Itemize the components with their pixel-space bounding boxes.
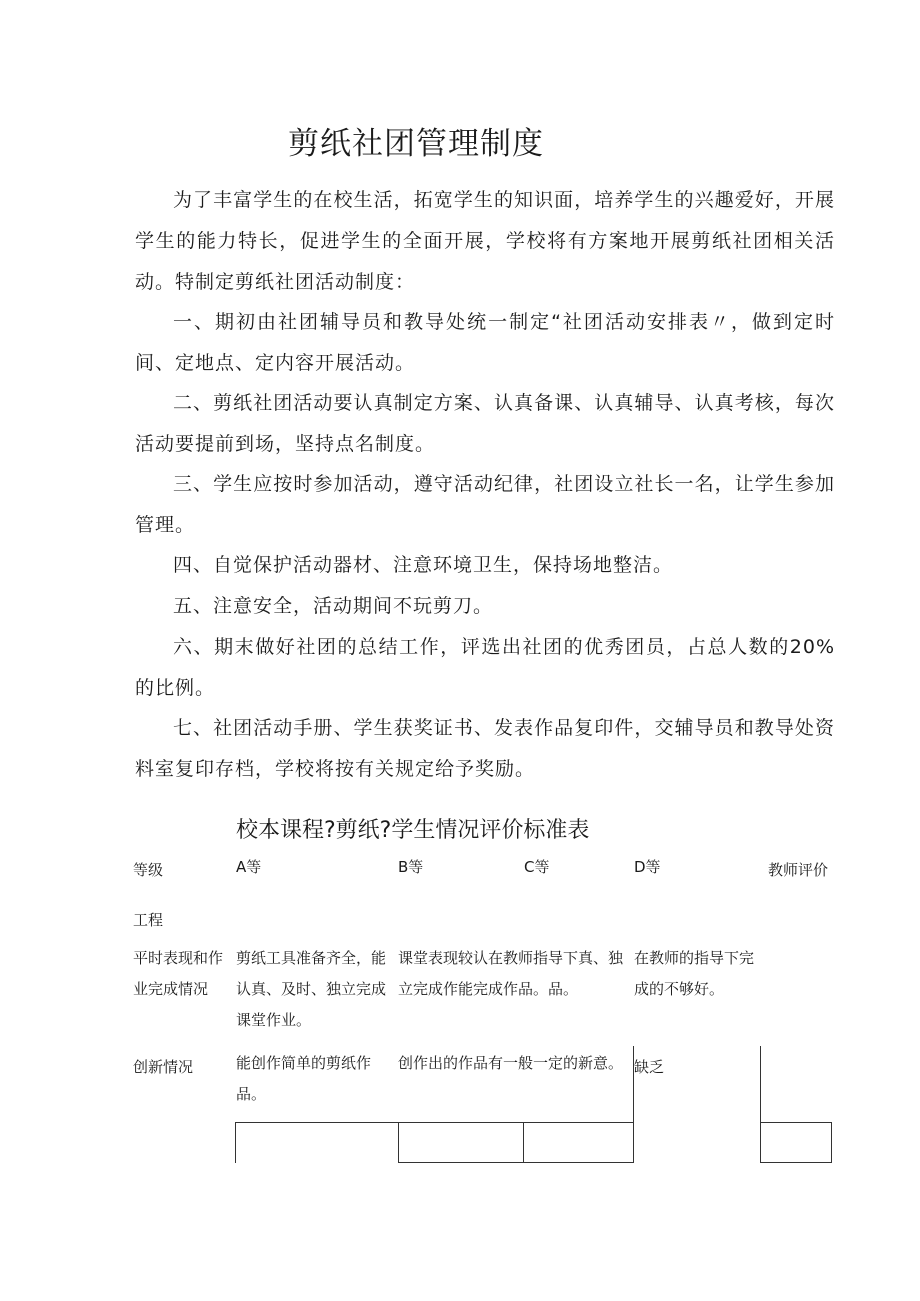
row2-grade-d: 缺乏 (634, 1058, 665, 1076)
header-grade-c: C等 (524, 858, 550, 876)
table-border (398, 1162, 633, 1163)
row1-item: 平时表现和作业完成情况 (133, 949, 224, 998)
rule-7: 七、社团活动手册、学生获奖证书、发表作品复印件，交辅导员和教导处资料室复印存档，学校将按有关规定给予奖励。 (135, 717, 835, 780)
rule-1: 一、期初由社团辅导员和教导处统一制定“社团活动安排表〃，做到定时间、定地点、定内容开展活动。 (135, 311, 835, 374)
table-border (760, 1122, 832, 1123)
row2-grade-b: 创作出的作品有一般一定的新意。 (398, 1054, 624, 1072)
table-border (235, 1122, 633, 1123)
table-border (235, 1122, 236, 1163)
header-grade-d: D等 (634, 858, 661, 876)
header-level: 等级 (133, 861, 164, 879)
table-border (831, 1122, 832, 1163)
rule-2: 二、剪纸社团活动要认真制定方案、认真备课、认真辅导、认真考核，每次活动要提前到场，坚持点名制度。 (135, 392, 835, 455)
header-grade-b: B等 (398, 858, 424, 876)
rule-4: 四、自觉保护活动器材、注意环境卫生，保持场地整洁。 (173, 554, 674, 576)
table-border (398, 1122, 399, 1163)
rule-6: 六、期末做好社团的总结工作，评选出社团的优秀团员，占总人数的20%的比例。 (135, 636, 835, 699)
table-border (760, 1046, 761, 1163)
table-border (523, 1122, 524, 1163)
header-teacher-evaluation: 教师评价 (768, 861, 829, 879)
table-border (633, 1046, 634, 1163)
row1-grade-b: 课堂表现较认在教师指导下真、独立完成作能完成作品。品。 (398, 949, 624, 998)
document-title: 剪纸社团管理制度 (288, 126, 544, 162)
intro-paragraph: 为了丰富学生的在校生活，拓宽学生的知识面，培养学生的兴趣爱好，开展学生的能力特长，促进学生的全面开展，学校将有方案地开展剪纸社团相关活动。特制定剪纸社团活动制度： (135, 189, 835, 293)
table-title: 校本课程?剪纸?学生情况评价标准表 (236, 818, 590, 843)
row2-item: 创新情况 (133, 1058, 194, 1076)
header-item: 工程 (133, 911, 164, 929)
rule-3: 三、学生应按时参加活动，遵守活动纪律，社团设立社长一名，让学生参加管理。 (135, 473, 835, 536)
row2-grade-a: 能创作简单的剪纸作品。 (236, 1054, 372, 1103)
header-grade-a: A等 (236, 858, 262, 876)
row1-grade-a: 剪纸工具准备齐全，能认真、及时、独立完成课堂作业。 (236, 949, 387, 1029)
rule-5: 五、注意安全，活动期间不玩剪刀。 (173, 595, 494, 617)
row1-grade-c: 在教师的指导下完成的不够好。 (634, 949, 755, 998)
table-border (760, 1162, 832, 1163)
